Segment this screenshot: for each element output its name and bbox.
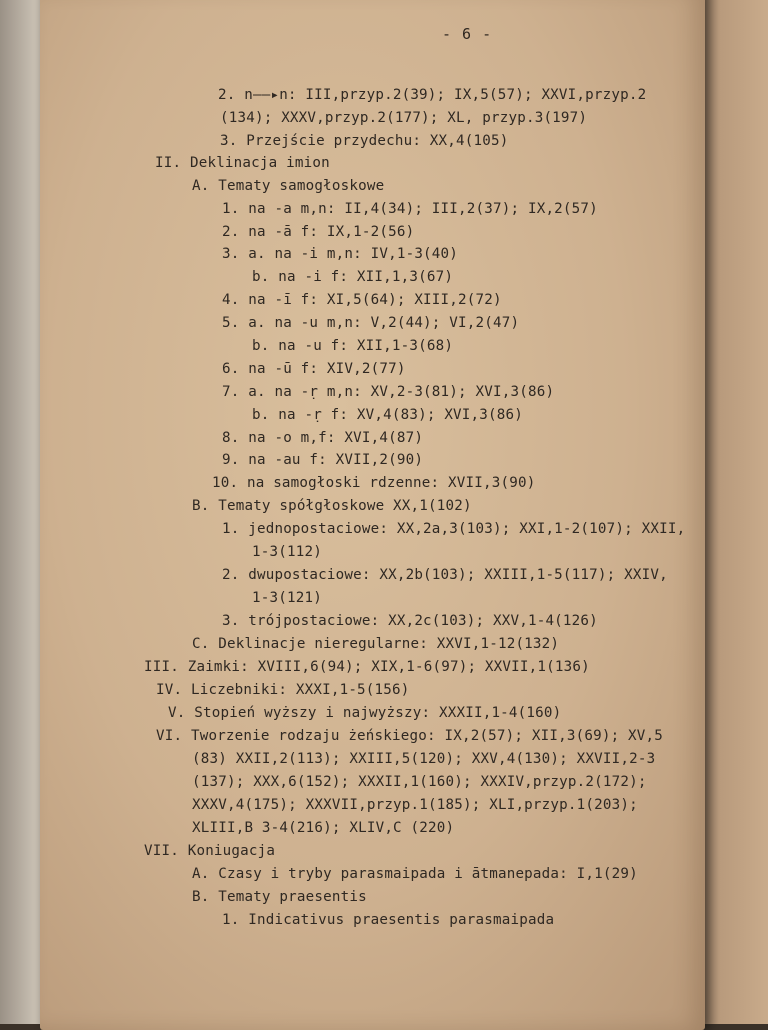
toc-line: b. na -i f: XII,1,3(67) bbox=[252, 269, 454, 285]
underlying-page-right bbox=[698, 0, 768, 1024]
toc-line: 1-3(121) bbox=[252, 590, 322, 606]
toc-line: VI. Tworzenie rodzaju żeńskiego: IX,2(57); XII,3(69); XV,5 bbox=[156, 728, 664, 744]
toc-line: IV. Liczebniki: XXXI,1-5(156) bbox=[156, 682, 410, 698]
toc-line: b. na -ṛ f: XV,4(83); XVI,3(86) bbox=[252, 407, 523, 423]
toc-line: 8. na -o m,f: XVI,4(87) bbox=[222, 430, 424, 446]
toc-line: 5. a. na -u m,n: V,2(44); VI,2(47) bbox=[222, 315, 520, 331]
toc-line: B. Tematy praesentis bbox=[192, 889, 367, 905]
page-number: - 6 - bbox=[442, 25, 493, 43]
toc-line: 2. na -ā f: IX,1-2(56) bbox=[222, 224, 415, 240]
toc-line: b. na -u f: XII,1-3(68) bbox=[252, 338, 454, 354]
toc-line: B. Tematy spółgłoskowe XX,1(102) bbox=[192, 498, 472, 514]
toc-line: 3. a. na -i m,n: IV,1-3(40) bbox=[222, 246, 459, 262]
toc-line: VII. Koniugacja bbox=[144, 843, 276, 859]
toc-line: A. Czasy i tryby parasmaipada i ātmanepada: I,1(29) bbox=[192, 866, 638, 882]
toc-line: C. Deklinacje nieregularne: XXVI,1-12(132) bbox=[192, 636, 560, 652]
toc-line: 7. a. na -ṛ m,n: XV,2-3(81); XVI,3(86) bbox=[222, 384, 555, 400]
toc-line: XLIII,B 3-4(216); XLIV,C (220) bbox=[192, 820, 455, 836]
toc-line: 1-3(112) bbox=[252, 544, 322, 560]
toc-line: A. Tematy samogłoskowe bbox=[192, 178, 385, 194]
toc-line: (83) XXII,2(113); XXIII,5(120); XXV,4(130); XXVII,2-3 bbox=[192, 751, 656, 767]
toc-line: 1. na -a m,n: II,4(34); III,2(37); IX,2(57) bbox=[222, 201, 598, 217]
toc-line: 6. na -ū f: XIV,2(77) bbox=[222, 361, 406, 377]
toc-line: 3. trójpostaciowe: XX,2c(103); XXV,1-4(126) bbox=[222, 613, 598, 629]
toc-line: 1. Indicativus praesentis parasmaipada bbox=[222, 912, 555, 928]
toc-line: 1. jednopostaciowe: XX,2a,3(103); XXI,1-2(107); XXII, bbox=[222, 521, 686, 537]
toc-line: 2. dwupostaciowe: XX,2b(103); XXIII,1-5(117); XXIV, bbox=[222, 567, 668, 583]
toc-line: II. Deklinacja imion bbox=[155, 155, 330, 171]
document-page bbox=[40, 0, 705, 1030]
toc-line: 3. Przejście przydechu: XX,4(105) bbox=[220, 133, 509, 149]
toc-line: V. Stopień wyższy i najwyższy: XXXII,1-4(160) bbox=[168, 705, 562, 721]
toc-line: 9. na -au f: XVII,2(90) bbox=[222, 452, 424, 468]
toc-line: 2. n——▸n: III,przyp.2(39); IX,5(57); XXVI,przyp.2 bbox=[218, 87, 647, 103]
toc-line: 4. na -ī f: XI,5(64); XIII,2(72) bbox=[222, 292, 502, 308]
toc-line: (137); XXX,6(152); XXXII,1(160); XXXIV,przyp.2(172); bbox=[192, 774, 647, 790]
toc-line: XXXV,4(175); XXXVII,przyp.1(185); XLI,przyp.1(203); bbox=[192, 797, 638, 813]
toc-line: 10. na samogłoski rdzenne: XVII,3(90) bbox=[212, 475, 536, 491]
toc-line: III. Zaimki: XVIII,6(94); XIX,1-6(97); XXVII,1(136) bbox=[144, 659, 590, 675]
toc-line: (134); XXXV,przyp.2(177); XL, przyp.3(197) bbox=[220, 110, 588, 126]
